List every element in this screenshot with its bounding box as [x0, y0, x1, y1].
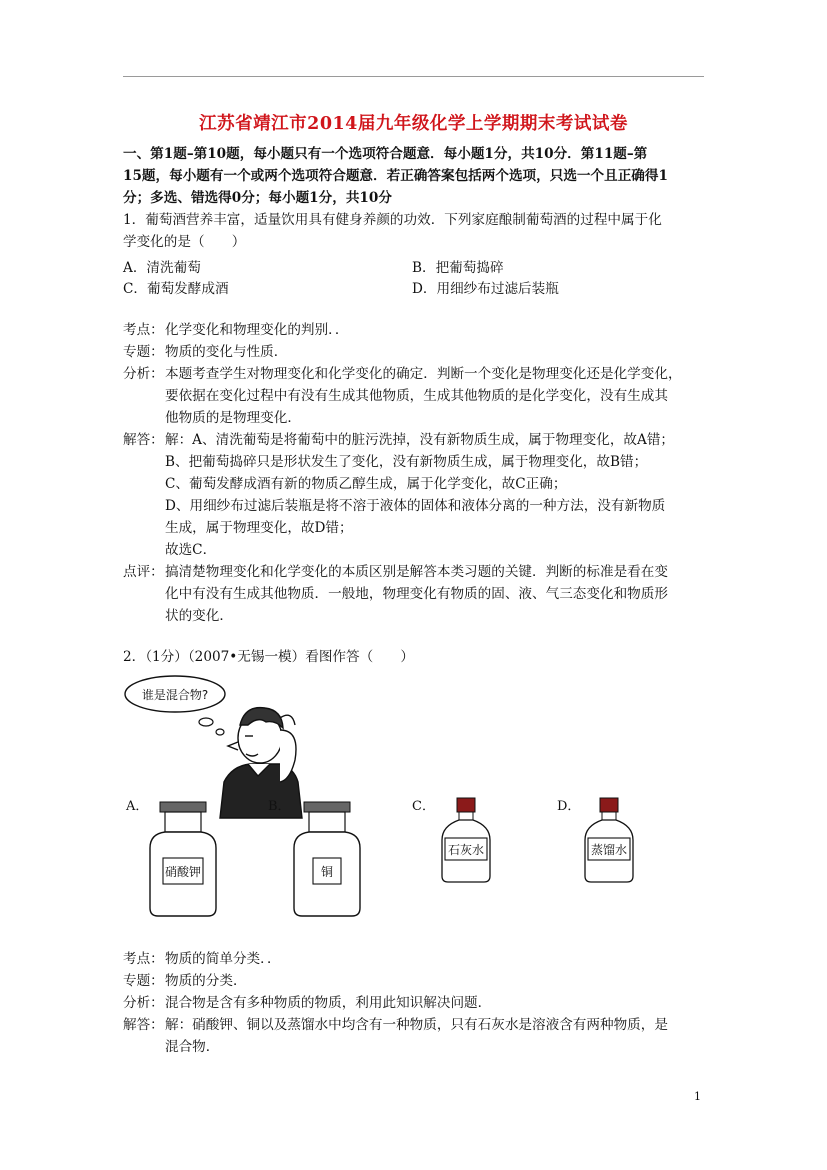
question-2-stem [123, 646, 706, 668]
option-a-jar [125, 799, 216, 916]
jieda-line: B、把葡萄捣碎只是形状发生了变化，没有新物质生成，属于物理变化，故B错； [165, 454, 648, 470]
bottle-label: 石灰水 [447, 843, 485, 857]
dianping-line: 状的变化． [165, 608, 233, 624]
kaodian-label: 考点： [123, 951, 164, 967]
zhuanti-text: 物质的变化与性质． [165, 344, 288, 360]
kaodian-text: 物质的简单分类．． [165, 951, 281, 967]
section-line: 15题，每小题有一个或两个选项符合题意．若正确答案包括两个选项，只选一个且正确得1 [123, 168, 668, 184]
fenxi-text: 混合物是含有多种物质的物质，利用此知识解决问题． [165, 995, 492, 1011]
zhuanti-label: 专题： [123, 973, 164, 989]
page-title: 江苏省靖江市2014届九年级化学上学期期末考试试卷 [199, 114, 628, 134]
kaodian-label: 考点： [123, 322, 164, 338]
kaodian-row [123, 319, 713, 341]
jieda-line: 故选C． [165, 542, 217, 558]
dianping-row [123, 561, 713, 627]
fenxi-line: 本题考查学生对物理变化和化学变化的确定．判断一个变化是物理变化还是化学变化， [165, 366, 682, 382]
header-rule [123, 76, 704, 77]
q1-option-a: A．清洗葡萄 [123, 260, 201, 276]
jieda-row [123, 1014, 713, 1058]
question-2-figure [120, 670, 720, 925]
fenxi-label: 分析： [123, 995, 164, 1011]
fenxi-label: 分析： [123, 366, 164, 382]
fenxi-row [123, 363, 713, 429]
dianping-label: 点评： [123, 564, 164, 580]
jieda-line: 解：A、清洗葡萄是将葡萄中的脏污洗掉，没有新物质生成，属于物理变化，故A错； [165, 432, 675, 448]
dianping-line: 搞清楚物理变化和化学变化的本质区别是解答本类习题的关键．判断的标准是看在变 [165, 564, 668, 580]
zhuanti-row [123, 341, 713, 363]
fenxi-row [123, 992, 713, 1014]
thought-bubble [125, 676, 225, 735]
option-c-bottle [412, 798, 490, 882]
option-letter: B． [268, 799, 291, 814]
option-letter: C． [412, 799, 435, 814]
q1-option-b: B．把葡萄捣碎 [412, 260, 504, 276]
section-line: 分；多选、错选得0分；每小题1分，共10分 [123, 190, 392, 206]
stem-line: 学变化的是（ ） [123, 234, 246, 250]
zhuanti-label: 专题： [123, 344, 164, 360]
option-letter: D． [557, 799, 581, 814]
kaodian-row [123, 948, 713, 970]
bottle-label: 蒸馏水 [590, 843, 628, 857]
dianping-line: 化中有没有生成其他物质．一般地，物理变化有物质的固、液、气三态变化和物质形 [165, 586, 668, 602]
jieda-line: D、用细纱布过滤后装瓶是将不溶于液体的固体和液体分离的一种方法，没有新物质 [165, 498, 666, 514]
jieda-line: 生成，属于物理变化，故D错； [165, 520, 353, 536]
fenxi-line: 要依据在变化过程中有没有生成其他物质，生成其他物质的是化学变化，没有生成其 [165, 388, 668, 404]
stem-line: 2．（1分）（2007•无锡一模）看图作答（ ） [123, 649, 414, 665]
q2-analysis [123, 948, 713, 1058]
section-line: 一、第1题–第10题，每小题只有一个选项符合题意．每小题1分，共10分．第11题–第 [123, 146, 648, 162]
zhuanti-text: 物质的分类． [165, 973, 247, 989]
q1-analysis [123, 319, 713, 627]
jieda-label: 解答： [123, 1017, 164, 1033]
q1-option-c: C．葡萄发酵成酒 [123, 281, 229, 297]
kaodian-text: 化学变化和物理变化的判别．． [165, 322, 349, 338]
jieda-row [123, 429, 713, 561]
question-1-stem [123, 209, 706, 253]
jieda-line: 解：硝酸钾、铜以及蒸馏水中均含有一种物质，只有石灰水是溶液含有两种物质，是 [165, 1017, 668, 1033]
fenxi-line: 他物质的是物理变化． [165, 410, 301, 426]
jieda-line: C、葡萄发酵成酒有新的物质乙醇生成，属于化学变化，故C正确； [165, 476, 567, 492]
jieda-label: 解答： [123, 432, 164, 448]
section-instructions [123, 143, 706, 209]
page-number: 1 [694, 1090, 701, 1103]
jieda-line: 混合物． [165, 1039, 220, 1055]
bubble-text: 谁是混合物? [141, 688, 209, 702]
stem-line: 1．葡萄酒营养丰富，适量饮用具有健身养颜的功效．下列家庭酿制葡萄酒的过程中属于化 [123, 212, 662, 228]
option-letter: A． [126, 799, 149, 814]
option-d-bottle [557, 798, 633, 882]
zhuanti-row [123, 970, 713, 992]
jar-label: 铜 [320, 865, 334, 879]
jar-label: 硝酸钾 [164, 865, 202, 879]
q1-option-d: D．用细纱布过滤后装瓶 [412, 281, 559, 297]
